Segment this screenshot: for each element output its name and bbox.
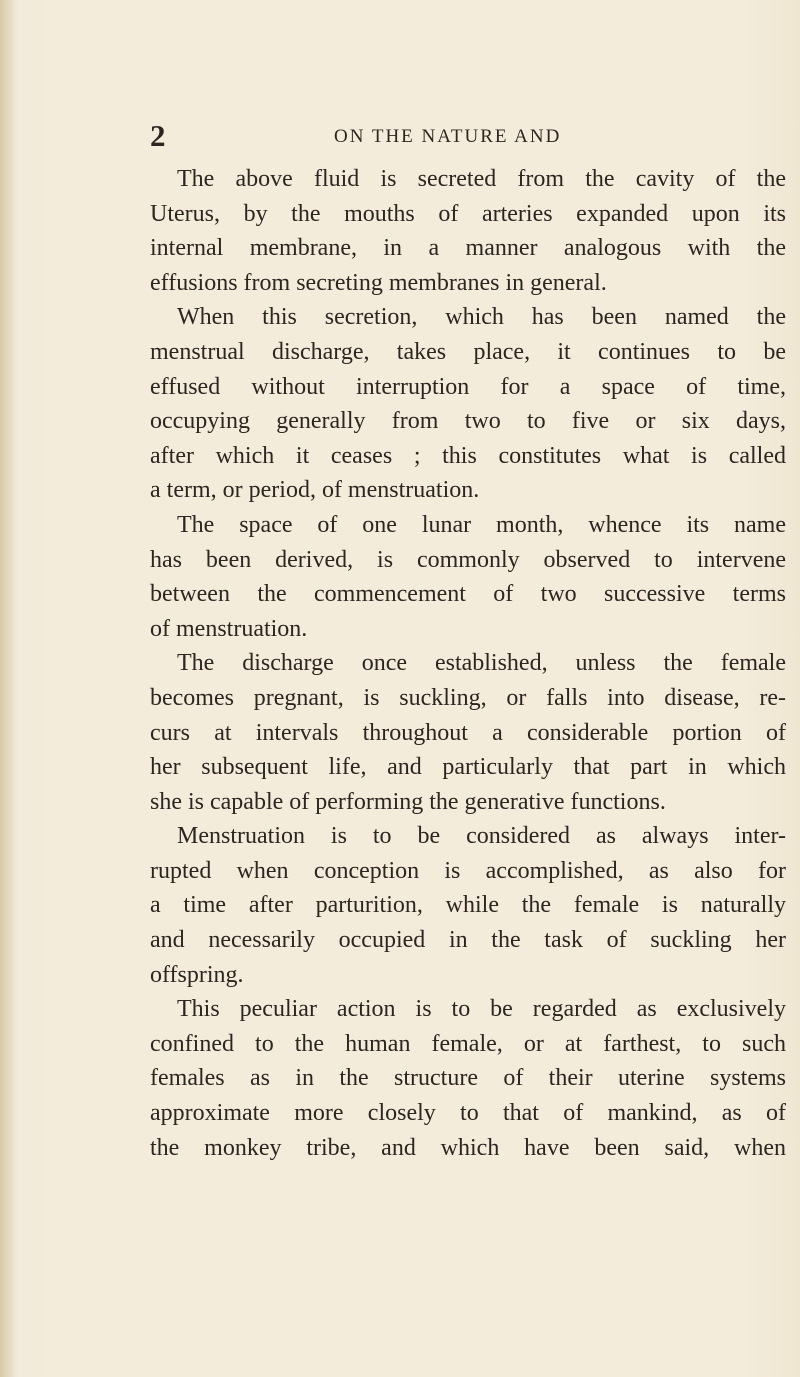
text-line: When this secretion, which has been named the <box>177 304 786 331</box>
text-line: menstrual discharge, takes place, it continues to be <box>150 338 786 365</box>
text-line: Uterus, by the mouths of arteries expanded upon its <box>150 200 786 227</box>
text-line: occupying generally from two to five or six days, <box>150 408 786 435</box>
text-line: curs at intervals throughout a considerable portion of <box>150 719 786 746</box>
text-line: she is capable of performing the generative functions. <box>150 788 666 815</box>
running-head-title: ON THE NATURE AND <box>334 126 562 147</box>
body-text <box>150 162 786 1165</box>
text-line: effusions from secreting membranes in general. <box>150 269 607 296</box>
text-line: and necessarily occupied in the task of suckling her <box>150 927 786 954</box>
text-line: Menstruation is to be considered as always inter- <box>177 823 786 850</box>
text-line: between the commencement of two successive terms <box>150 581 786 608</box>
text-line: The discharge once established, unless the female <box>177 650 786 677</box>
page-number: 2 <box>150 118 166 153</box>
text-line: the monkey tribe, and which have been said, when <box>150 1134 786 1161</box>
text-line: internal membrane, in a manner analogous with the <box>150 235 786 262</box>
text-line: becomes pregnant, is suckling, or falls into disease, re- <box>150 684 786 711</box>
text-line: a term, or period, of menstruation. <box>150 477 480 504</box>
text-line: The above fluid is secreted from the cavity of the <box>177 166 786 192</box>
page-gutter <box>0 0 16 1377</box>
text-line: has been derived, is commonly observed to intervene <box>150 546 786 573</box>
text-line: rupted when conception is accomplished, as also for <box>150 857 786 884</box>
running-head <box>150 118 770 158</box>
text-line: a time after parturition, while the female is naturally <box>150 892 786 919</box>
text-line: approximate more closely to that of mankind, as of <box>150 1100 786 1127</box>
text-line: females as in the structure of their uterine systems <box>150 1065 786 1092</box>
text-line: The space of one lunar month, whence its name <box>177 511 786 538</box>
text-line: This peculiar action is to be regarded as exclusively <box>177 996 786 1023</box>
text-line: confined to the human female, or at farthest, to such <box>150 1030 786 1057</box>
text-line: after which it ceases ; this constitutes what is called <box>150 442 786 469</box>
text-line: of menstruation. <box>150 615 308 642</box>
text-line: offspring. <box>150 961 244 988</box>
text-line: effused without interruption for a space of time, <box>150 373 786 400</box>
text-line: her subsequent life, and particularly that part in which <box>150 754 786 781</box>
